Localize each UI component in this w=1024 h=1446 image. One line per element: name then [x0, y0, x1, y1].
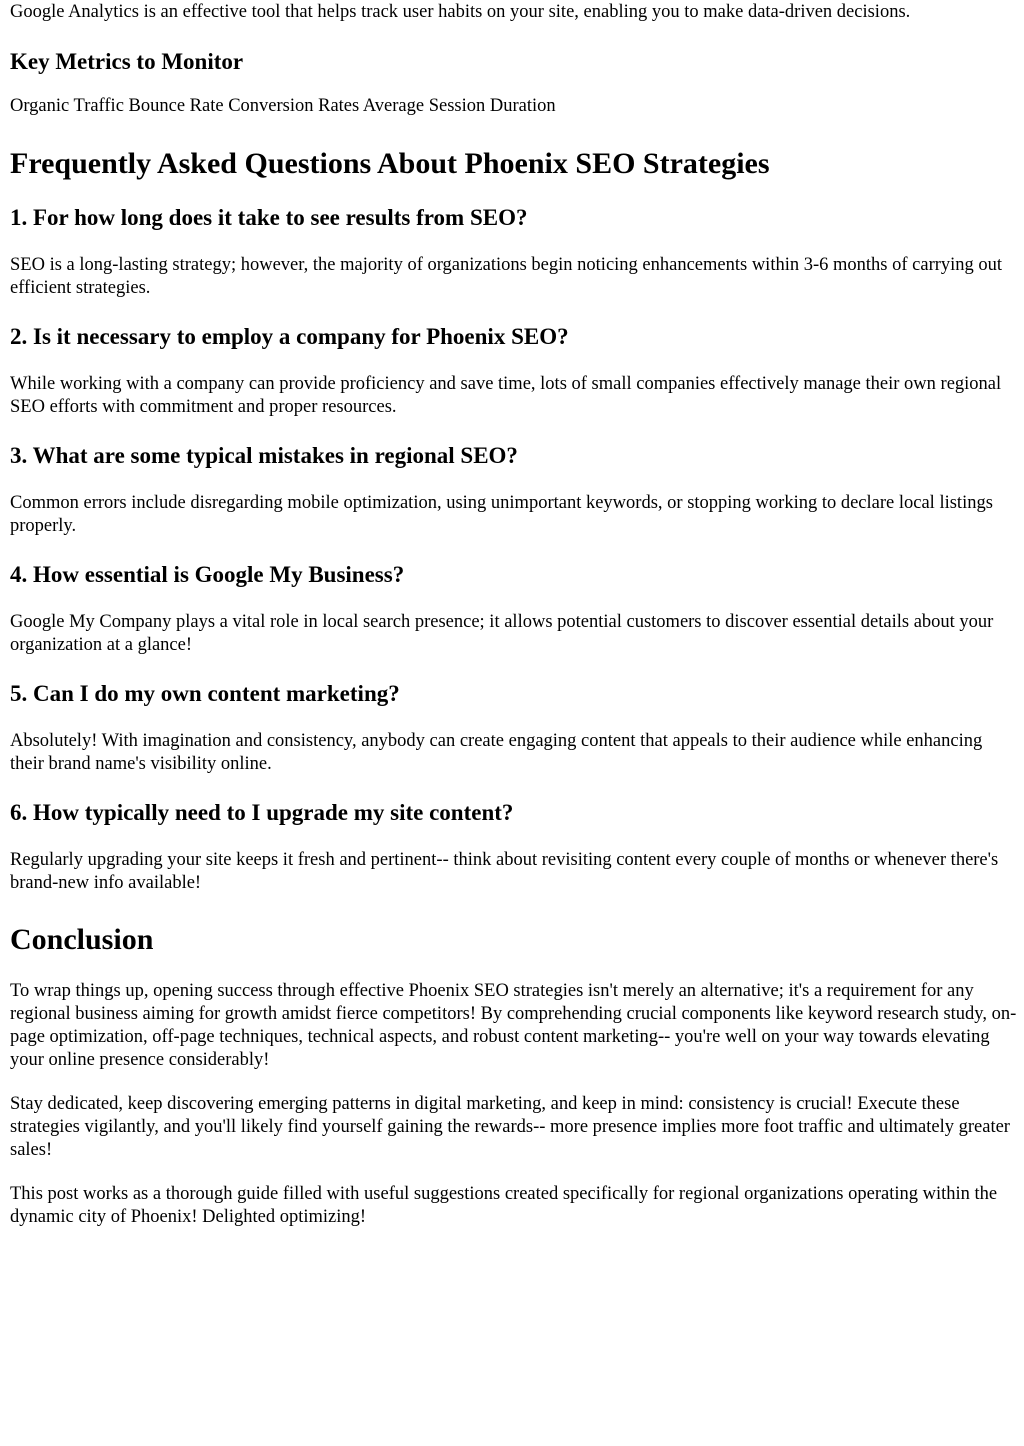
conclusion-paragraph: To wrap things up, opening success through effective Phoenix SEO strategies isn't merely an alternative; it's a requirement for any regional business aiming for growth amidst fierce competitors! By comprehending crucial components like keyword research study, on-page optimization, off-page techniques, technical aspects, and robust content marketing-- you're well on your way towards elevating your online presence considerably! — [10, 981, 1017, 1070]
faq-question: 6. How typically need to I upgrade my site content? — [10, 800, 514, 825]
faq-item — [10, 442, 1018, 538]
conclusion-heading: Conclusion — [10, 923, 154, 956]
faq-question: 5. Can I do my own content marketing? — [10, 681, 400, 706]
faq-item — [10, 204, 1018, 300]
faq-question: 3. What are some typical mistakes in regional SEO? — [10, 443, 518, 468]
faq-question: 2. Is it necessary to employ a company for Phoenix SEO? — [10, 324, 569, 349]
faq-question: 4. How essential is Google My Business? — [10, 562, 405, 587]
conclusion-paragraph: Stay dedicated, keep discovering emerging patterns in digital marketing, and keep in mind: consistency is crucial! Execute these strategies vigilantly, and you'll likely find yourself gaining the rewards-- more presence implies more foot traffic and ultimately greater sales! — [10, 1094, 1010, 1160]
faq-answer: Common errors include disregarding mobile optimization, using unimportant keywords, or stopping working to declare local listings properly. — [10, 493, 993, 536]
faq-item — [10, 323, 1018, 419]
faq-answer: Regularly upgrading your site keeps it fresh and pertinent-- think about revisiting content every couple of months or whenever there's brand-new info available! — [10, 850, 999, 893]
faq-answer: Absolutely! With imagination and consistency, anybody can create engaging content that appeals to their audience while enhancing their brand name's visibility online. — [10, 731, 983, 774]
faq-answer: Google My Company plays a vital role in local search presence; it allows potential customers to discover essential details about your organization at a glance! — [10, 612, 994, 655]
metrics-heading: Key Metrics to Monitor — [10, 49, 244, 74]
document-page — [10, 0, 1018, 1229]
conclusion-paragraph: This post works as a thorough guide filled with useful suggestions created specifically for regional organizations operating within the dynamic city of Phoenix! Delighted optimizing! — [10, 1184, 998, 1227]
faq-question: 1. For how long does it take to see results from SEO? — [10, 205, 528, 230]
metrics-list: Organic Traffic Bounce Rate Conversion Rates Average Session Duration — [10, 96, 556, 116]
faq-heading: Frequently Asked Questions About Phoenix SEO Strategies — [10, 147, 770, 180]
faq-item — [10, 561, 1018, 657]
faq-item — [10, 799, 1018, 895]
faq-item — [10, 680, 1018, 776]
faq-answer: SEO is a long-lasting strategy; however, the majority of organizations begin noticing enhancements within 3-6 months of carrying out efficient strategies. — [10, 255, 1003, 298]
faq-answer: While working with a company can provide proficiency and save time, lots of small companies effectively manage their own regional SEO efforts with commitment and proper resources. — [10, 374, 1002, 417]
intro-paragraph: Google Analytics is an effective tool that helps track user habits on your site, enabling you to make data-driven decisions. — [10, 2, 911, 22]
